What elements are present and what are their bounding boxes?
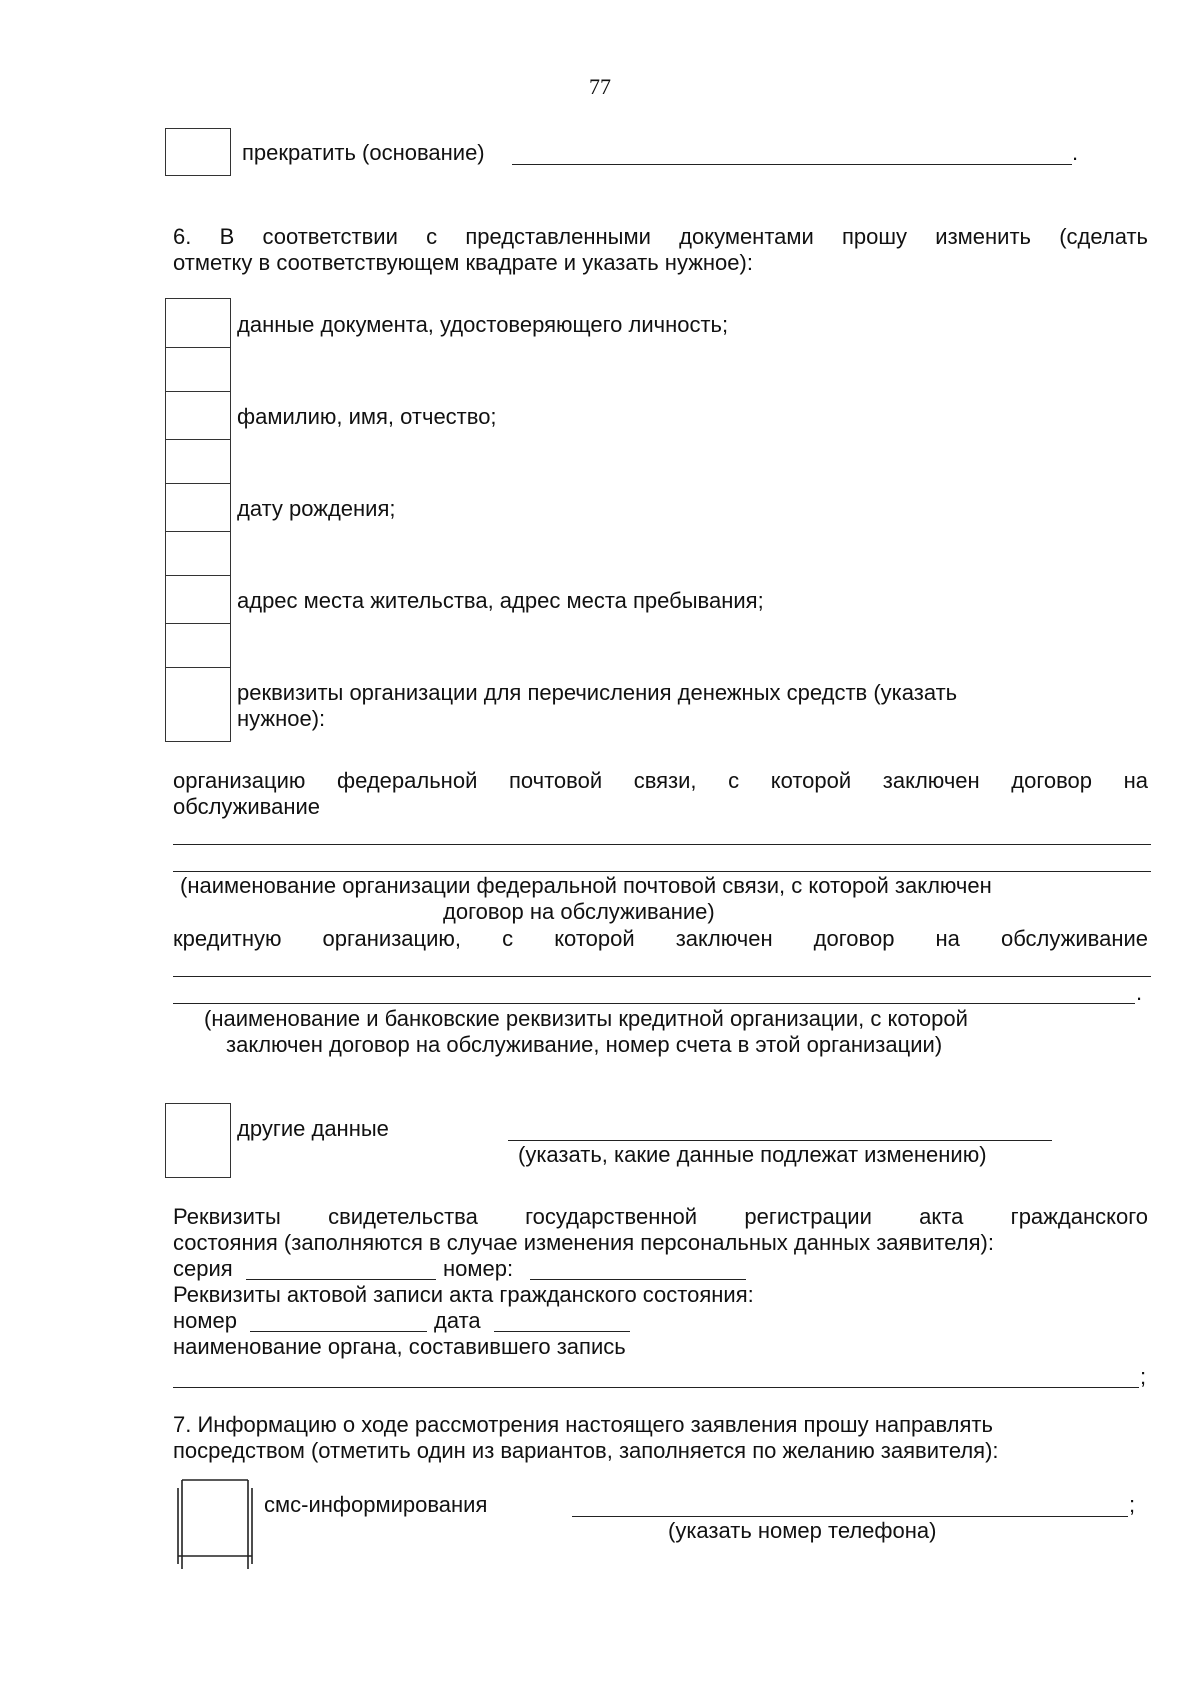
option-requisites-line1: реквизиты организации для перечисления денежных средств (указать (237, 680, 958, 705)
checkbox-identity-document[interactable] (165, 298, 231, 348)
option-full-name: фамилию, имя, отчество; (237, 404, 497, 429)
record-date-line[interactable] (494, 1331, 630, 1332)
series-label: серия (173, 1256, 233, 1281)
postal-line2: обслуживание (173, 794, 321, 819)
postal-caption-line2: договор на обслуживание) (443, 899, 715, 924)
credit-name-line-2[interactable] (173, 1003, 1135, 1004)
section6-line1: 6. В соответствии с представленными документами прошу изменить (сделать (173, 224, 1148, 249)
checkbox-spacer (165, 623, 231, 668)
credit-end: . (1136, 980, 1143, 1005)
credit-line: кредитную организацию, с которой заключен договор на обслуживание (173, 926, 1148, 951)
checkbox-sms[interactable] (175, 1476, 255, 1576)
number-label: номер: (443, 1256, 514, 1281)
page-number: 77 (589, 74, 611, 99)
section7-line1: 7. Информацию о ходе рассмотрения настоящего заявления прошу направлять (173, 1412, 993, 1437)
credit-name-line-1[interactable] (173, 976, 1151, 977)
section7-line2: посредством (отметить один из вариантов, заполняется по желанию заявителя): (173, 1438, 999, 1463)
sms-caption: (указать номер телефона) (668, 1518, 937, 1543)
cert-line2: состояния (заполняются в случае изменения персональных данных заявителя): (173, 1230, 994, 1255)
option-identity-document: данные документа, удостоверяющего личность; (237, 312, 729, 337)
checkbox-other-data[interactable] (165, 1103, 231, 1178)
checkbox-address[interactable] (165, 575, 231, 624)
cert-line1: Реквизиты свидетельства государственной регистрации акта гражданского (173, 1204, 1148, 1229)
number-input-line[interactable] (530, 1279, 746, 1280)
organ-name-line[interactable] (173, 1387, 1139, 1388)
option-address: адрес места жительства, адрес места пребывания; (237, 588, 764, 613)
other-data-caption: (указать, какие данные подлежат изменению) (518, 1142, 987, 1167)
checkbox-spacer (165, 439, 231, 484)
sms-phone-line[interactable] (572, 1516, 1128, 1517)
terminate-end: . (1072, 140, 1079, 165)
sms-end: ; (1129, 1492, 1136, 1517)
terminate-label: прекратить (основание) (242, 140, 485, 165)
option-requisites-line2: нужное): (237, 706, 326, 731)
record-number-label: номер (173, 1308, 237, 1333)
series-input-line[interactable] (246, 1279, 436, 1280)
checkbox-birth-date[interactable] (165, 483, 231, 532)
checkbox-full-name[interactable] (165, 391, 231, 440)
credit-caption-line1: (наименование и банковские реквизиты кредитной организации, с которой (204, 1006, 968, 1031)
terminate-checkbox[interactable] (165, 128, 231, 176)
option-birth-date: дату рождения; (237, 496, 396, 521)
credit-caption-line2: заключен договор на обслуживание, номер счета в этой организации) (226, 1032, 943, 1057)
section6-line2: отметку в соответствующем квадрате и указать нужное): (173, 250, 753, 275)
checkbox-spacer (165, 347, 231, 392)
checkbox-requisites[interactable] (165, 667, 231, 742)
organ-end: ; (1140, 1364, 1147, 1389)
postal-line1: организацию федеральной почтовой связи, с которой заключен договор на (173, 768, 1148, 793)
other-data-line[interactable] (508, 1140, 1052, 1141)
postal-caption-line1: (наименование организации федеральной почтовой связи, с которой заключен (180, 873, 992, 898)
other-data-label: другие данные (237, 1116, 389, 1141)
postal-name-line-2[interactable] (173, 871, 1151, 872)
checkbox-spacer (165, 531, 231, 576)
terminate-reason-line[interactable] (512, 164, 1072, 165)
organ-label: наименование органа, составившего запись (173, 1334, 626, 1359)
postal-name-line-1[interactable] (173, 844, 1151, 845)
record-number-line[interactable] (250, 1331, 427, 1332)
sms-label: смс-информирования (264, 1492, 488, 1517)
record-date-label: дата (434, 1308, 481, 1333)
record-title: Реквизиты актовой записи акта гражданского состояния: (173, 1282, 754, 1307)
